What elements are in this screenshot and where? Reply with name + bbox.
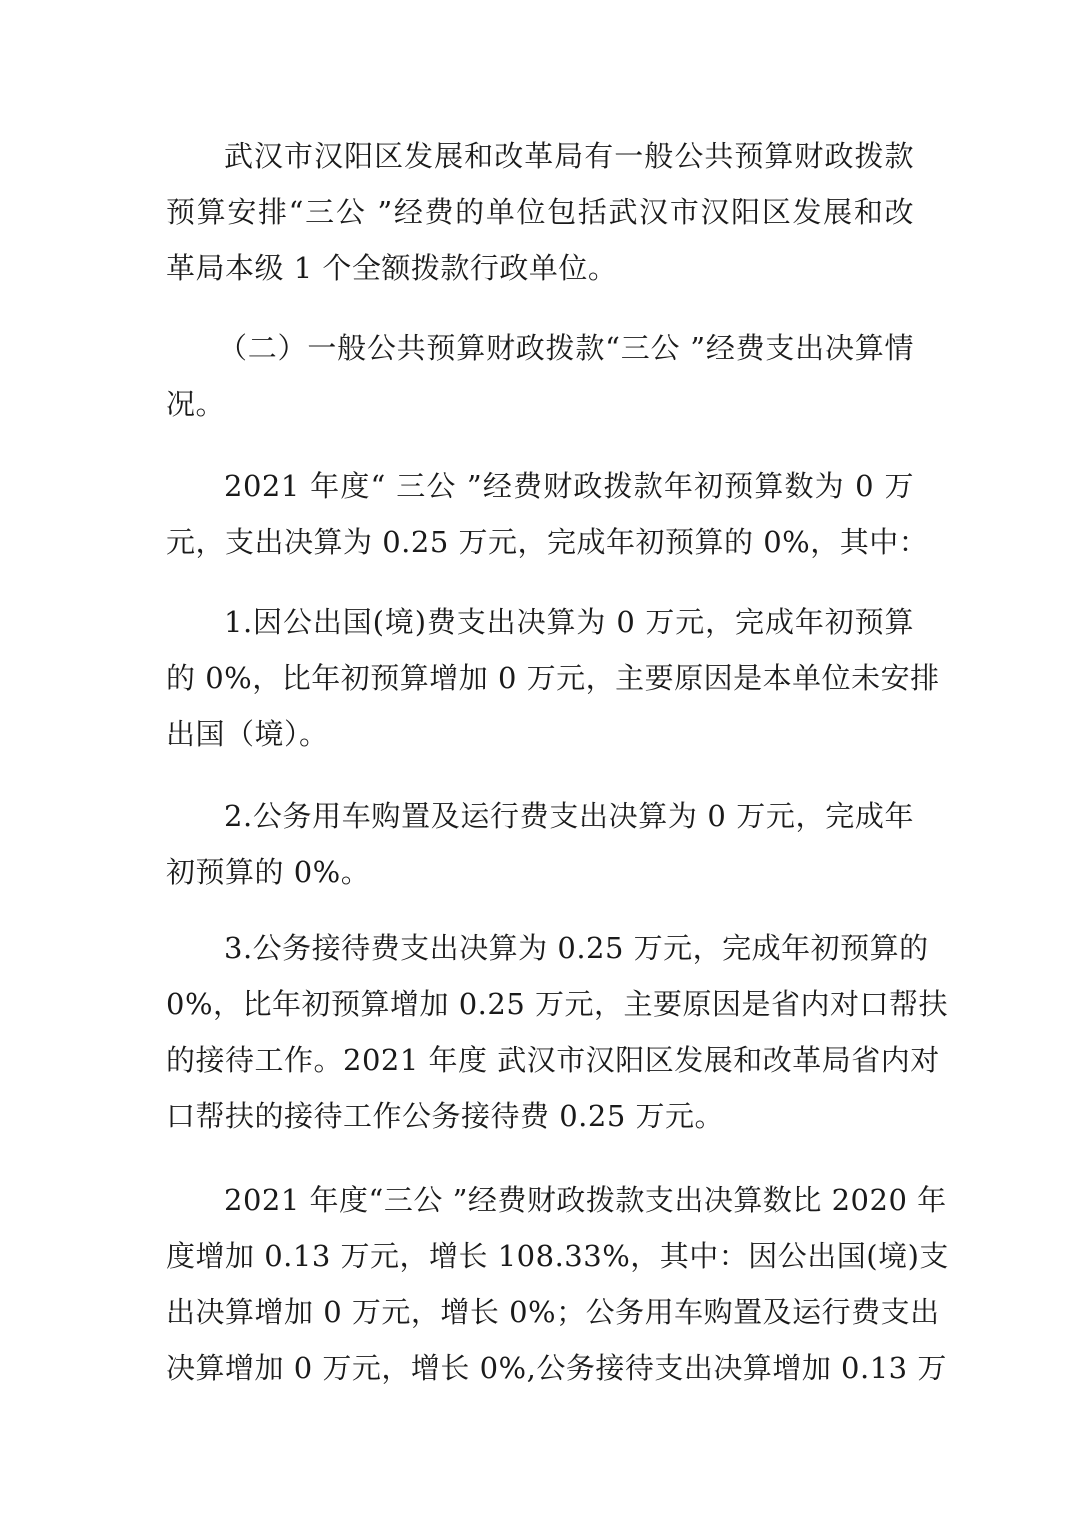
text-line: 2021 年度“三公 ”经费财政拨款支出决算数比 2020 年 (224, 1183, 947, 1217)
paragraph-comparison (166, 1172, 949, 1396)
text-line: 0%，比年初预算增加 0.25 万元，主要原因是省内对口帮扶 (166, 987, 949, 1021)
text-line: 2.公务用车购置及运行费支出决算为 0 万元，完成年 (224, 799, 914, 833)
text-line: 初预算的 0%。 (166, 855, 371, 889)
text-line: 决算增加 0 万元，增长 0%,公务接待支出决算增加 0.13 万 (166, 1351, 947, 1385)
section-heading (166, 320, 914, 432)
text-line: 况。 (166, 387, 226, 421)
text-line: 预算安排“三公 ”经费的单位包括武汉市汉阳区发展和改 (166, 195, 914, 229)
text-line: 革局本级 1 个全额拨款行政单位。 (166, 251, 618, 285)
paragraph-overseas (166, 594, 940, 762)
paragraph-summary (166, 458, 929, 570)
text-line: 口帮扶的接待工作公务接待费 0.25 万元。 (166, 1099, 725, 1133)
text-line: 1.因公出国(境)费支出决算为 0 万元，完成年初预算 (224, 605, 914, 639)
text-line: 2021 年度“ 三公 ”经费财政拨款年初预算数为 0 万 (224, 469, 914, 503)
text-line: 出决算增加 0 万元，增长 0%；公务用车购置及运行费支出 (166, 1295, 940, 1329)
text-line: 的接待工作。2021 年度 武汉市汉阳区发展和改革局省内对 (166, 1043, 940, 1077)
paragraph-vehicles (166, 788, 914, 900)
text-line: （二）一般公共预算财政拨款“三公 ”经费支出决算情 (218, 331, 914, 365)
text-line: 元，支出决算为 0.25 万元，完成年初预算的 0%，其中： (166, 525, 929, 559)
text-line: 的 0%，比年初预算增加 0 万元，主要原因是本单位未安排 (166, 661, 940, 695)
text-line: 3.公务接待费支出决算为 0.25 万元，完成年初预算的 (224, 931, 929, 965)
text-line: 度增加 0.13 万元，增长 108.33%，其中：因公出国(境)支 (166, 1239, 949, 1273)
text-line: 出国（境）。 (166, 717, 329, 751)
text-line: 武汉市汉阳区发展和改革局有一般公共预算财政拨款 (224, 139, 914, 173)
paragraph-reception (166, 920, 949, 1144)
paragraph-units (166, 128, 914, 296)
